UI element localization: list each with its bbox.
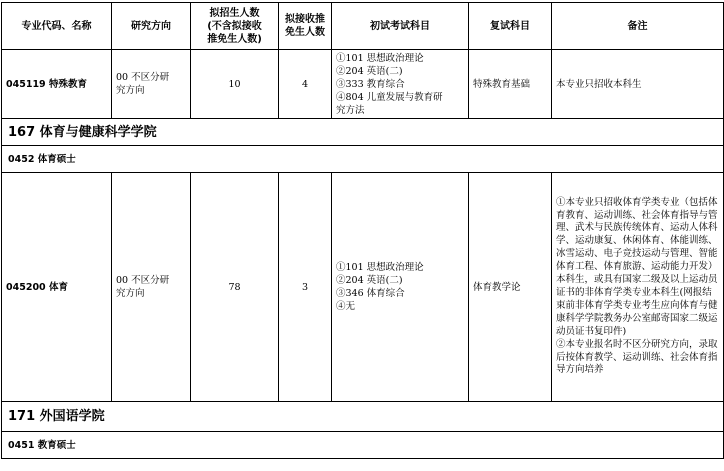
header-direction: 研究方向: [112, 3, 191, 50]
header-initial-subjects: 初试考试科目: [332, 3, 469, 50]
header-retest-subjects: 复试科目: [469, 3, 552, 50]
note-cell: ①本专业只招收体育学类专业（包括体育教育、运动训练、社会体育指导与管理、武术与民族传统体育、运动人体科学、运动康复、休闲体育、体能训练、冰雪运动、电子竞技运动与管理、智能体育工程、体育旅游、运动能力开发）本科生，或具有国家二级及以上运动员证书的非体育学类专业本科生(网报结束前非体育学类专业考生应向体育与健康科学学院教务办公室邮寄国家二级运动员证书复印件) ②本专业报名时不区分研究方向，录取后按体育教学、运动训练、社会体育指导方向培养: [552, 173, 724, 402]
subject-item: ④804 儿童发展与教育研: [336, 91, 443, 103]
initial-subjects-cell: [332, 50, 469, 119]
plan-count-cell: 10: [191, 50, 279, 119]
subject-item: ④无: [336, 301, 356, 312]
degree-title: 0452 体育硕士: [2, 146, 724, 173]
subject-item: ②204 英语(二): [336, 65, 403, 77]
exempt-count-cell: 3: [279, 173, 332, 402]
table-row: [2, 50, 724, 119]
section-row: [2, 119, 724, 146]
section-row: [2, 402, 724, 432]
subject-item: ①101 思想政治理论: [336, 262, 424, 273]
subject-item: 究方法: [336, 104, 365, 116]
plan-count-cell: 78: [191, 173, 279, 402]
subject-item: ③346 体育综合: [336, 288, 405, 299]
section-row: [2, 146, 724, 173]
direction-line: 究方向: [116, 288, 145, 299]
retest-cell: 特殊教育基础: [469, 50, 552, 119]
direction-line: 00 不区分研: [116, 275, 170, 286]
direction-line: 究方向: [116, 85, 145, 96]
exempt-count-cell: 4: [279, 50, 332, 119]
header-code-name: 专业代码、名称: [2, 3, 112, 50]
subject-item: ③333 教育综合: [336, 78, 405, 90]
table-row: [2, 173, 724, 402]
direction-line: 00 不区分研: [116, 72, 170, 83]
header-row: [2, 3, 724, 50]
header-exempt-count: 拟接收推 免生人数: [279, 3, 332, 50]
header-notes: 备注: [552, 3, 724, 50]
retest-cell: 体育教学论: [469, 173, 552, 402]
code-name-cell: 045119 特殊教育: [2, 50, 112, 119]
section-row: [2, 432, 724, 459]
admissions-table: [1, 2, 724, 459]
college-title: 167 体育与健康科学学院: [2, 119, 724, 146]
note-cell: 本专业只招收本科生: [552, 50, 724, 119]
degree-title: 0451 教育硕士: [2, 432, 724, 459]
initial-subjects-cell: [332, 173, 469, 402]
code-name-cell: 045200 体育: [2, 173, 112, 402]
header-plan-count: 拟招生人数 (不含拟接收 推免生人数): [191, 3, 279, 50]
subject-item: ①101 思想政治理论: [336, 52, 424, 64]
direction-cell: [112, 173, 191, 402]
college-title: 171 外国语学院: [2, 402, 724, 432]
direction-cell: [112, 50, 191, 119]
subject-item: ②204 英语(二): [336, 275, 403, 286]
